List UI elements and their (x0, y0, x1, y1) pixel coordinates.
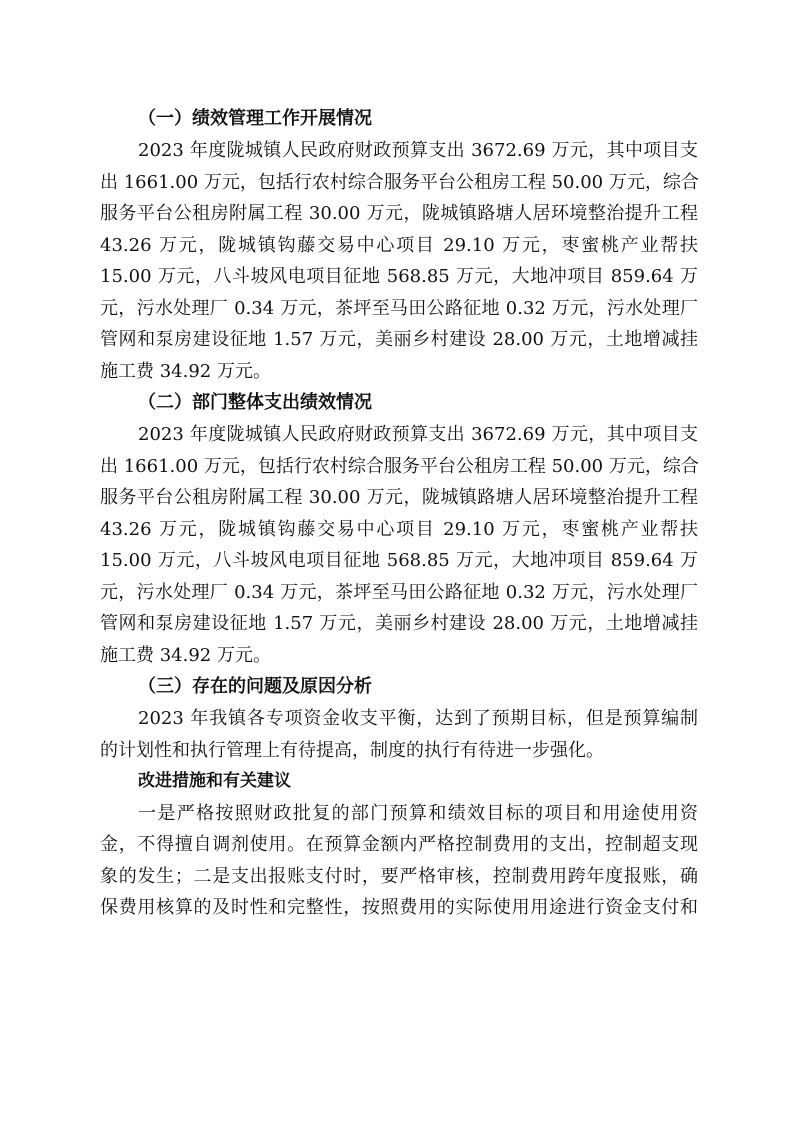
section-heading: （三）存在的问题及原因分析 (138, 676, 372, 697)
text-line: 元，污水处理厂 0.34 万元，茶坪至马田公路征地 0.32 万元，污水处理厂 (100, 297, 698, 319)
text-line: 15.00 万元，八斗坡风电项目征地 568.85 万元，大地冲项目 859.64 万 (100, 266, 698, 287)
section-heading: （二）部门整体支出绩效情况 (138, 392, 372, 413)
text-line: 15.00 万元，八斗坡风电项目征地 568.85 万元，大地冲项目 859.64 万 (100, 550, 698, 571)
section-paragraph (100, 419, 698, 671)
section-paragraph (100, 135, 698, 387)
text-line: 43.26 万元，陇城镇钩藤交易中心项目 29.10 万元，枣蜜桃产业帮扶 (100, 518, 698, 540)
section-overall-expenditure (100, 387, 698, 671)
text-line: 43.26 万元，陇城镇钩藤交易中心项目 29.10 万元，枣蜜桃产业帮扶 (100, 234, 698, 256)
text-line: 2023 年度陇城镇人民政府财政预算支出 3672.69 万元，其中项目支 (138, 424, 698, 445)
text-line: 出 1661.00 万元，包括行农村综合服务平台公租房工程 50.00 万元，综合 (100, 171, 699, 193)
text-line: 2023 年我镇各专项资金收支平衡，达到了预期目标，但是预算编制 (138, 708, 698, 729)
text-line: 的计划性和执行管理上有待提高，制度的执行有待进一步强化。 (100, 739, 604, 761)
text-line: 服务平台公租房附属工程 30.00 万元，陇城镇路塘人居环境整治提升工程 (100, 487, 698, 508)
section-improvements (100, 766, 698, 924)
section-paragraph (100, 703, 698, 766)
text-line: 一是严格按照财政批复的部门预算和绩效目标的项目和用途使用资 (138, 802, 698, 824)
text-line: 出 1661.00 万元，包括行农村综合服务平台公租房工程 50.00 万元，综合 (100, 455, 699, 477)
text-line: 服务平台公租房附属工程 30.00 万元，陇城镇路塘人居环境整治提升工程 (100, 203, 698, 224)
text-line: 管网和泵房建设征地 1.57 万元，美丽乡村建设 28.00 万元，土地增减挂 (100, 329, 698, 350)
document-body (100, 103, 698, 924)
text-line: 2023 年度陇城镇人民政府财政预算支出 3672.69 万元，其中项目支 (138, 140, 698, 161)
improvements-paragraph (100, 798, 698, 924)
text-line: 金，不得擅自调剂使用。在预算金额内严格控制费用的支出，控制超支现 (100, 834, 698, 855)
section-performance-management (100, 103, 698, 387)
text-line: 元，污水处理厂 0.34 万元，茶坪至马田公路征地 0.32 万元，污水处理厂 (100, 581, 698, 603)
section-problems-analysis (100, 671, 698, 766)
text-line: 施工费 34.92 万元。 (100, 644, 271, 666)
text-line: 管网和泵房建设征地 1.57 万元，美丽乡村建设 28.00 万元，土地增减挂 (100, 613, 698, 634)
text-line: 保费用核算的及时性和完整性，按照费用的实际使用用途进行资金支付和 (100, 897, 698, 918)
text-line: 施工费 34.92 万元。 (100, 360, 271, 382)
improvements-heading: 改进措施和有关建议 (138, 771, 291, 791)
text-line: 象的发生；二是支出报账支付时，要严格审核，控制费用跨年度报账，确 (100, 865, 698, 887)
section-heading: （一）绩效管理工作开展情况 (138, 108, 372, 129)
